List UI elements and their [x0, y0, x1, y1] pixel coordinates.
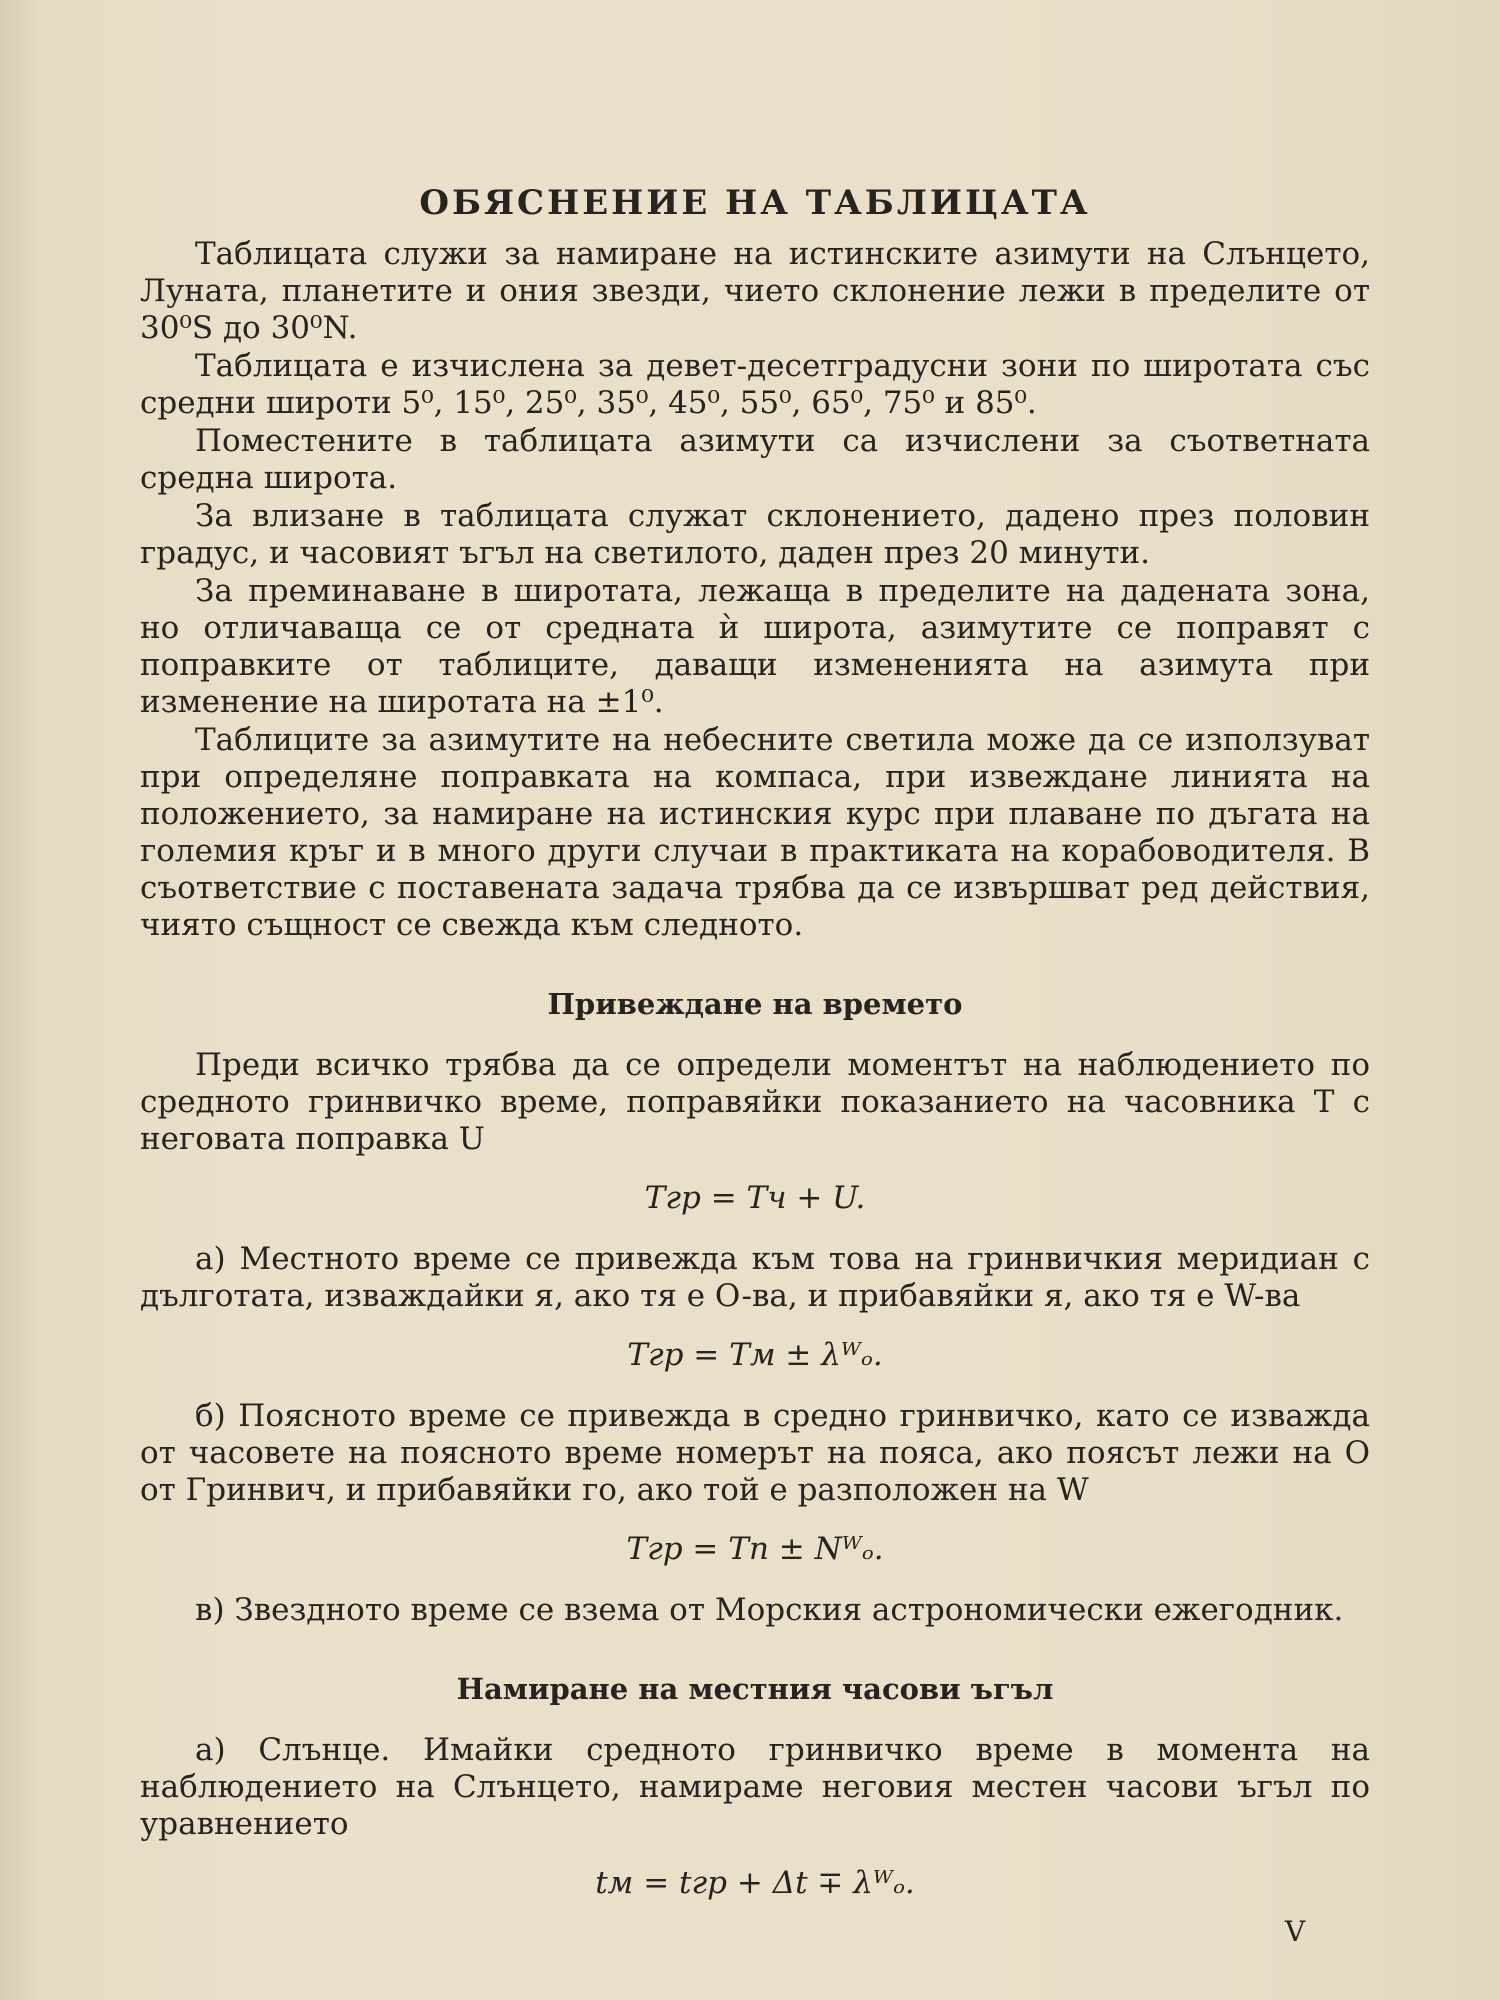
section-heading-time: Привеждане на времето: [547, 987, 963, 1021]
intro-paragraph-2: Таблицата е изчислена за девет-десетградусни зони по широтата със средни широти 5⁰, 15⁰, 25⁰, 35⁰, 45⁰, 55⁰, 65⁰, 75⁰ и 85⁰.: [140, 348, 1370, 421]
intro-paragraph-5: За преминаване в широтата, лежаща в пределите на дадената зона, но отличаваща се от средната ѝ широта, азимутите се поправят с поправките от таблиците, даващи измененията на азимута при изменение на широтата на ±1⁰.: [140, 573, 1370, 720]
formula-local-time: Tгр = Tм ± λᵂₒ.: [627, 1337, 883, 1373]
time-item-b: б) Поясното време се привежда в средно гринвичко, като се изважда от часовете на поясното време номерът на пояса, ако поясът лежи на O от Гринвич, и прибавяйки го, ако той е разположен на W: [140, 1398, 1370, 1508]
formula-greenwich-time: Tгр = Tч + U.: [644, 1180, 866, 1216]
intro-paragraph-3: Поместените в таблицата азимути са изчислени за съответната средна широта.: [140, 423, 1370, 496]
page-number: V: [1285, 1915, 1306, 1948]
section-heading-hour-angle: Намиране на местния часови ъгъл: [456, 1672, 1054, 1706]
intro-paragraph-1: Таблицата служи за намиране на истинските азимути на Слънцето, Луната, планетите и ония звезди, чието склонение лежи в пределите от 30⁰S до 30⁰N.: [140, 236, 1370, 346]
hour-angle-item-a: а) Слънце. Имайки средното гринвичко време в момента на наблюдението на Слънцето, намираме неговия местен часови ъгъл по уравнението: [140, 1732, 1370, 1842]
time-paragraph: Преди всичко трябва да се определи моментът на наблюдението по средното гринвичко време, поправяйки показанието на часовника T с неговата поправка U: [140, 1047, 1370, 1157]
formula-zone-time: Tгр = Tп ± Nᵂₒ.: [626, 1531, 884, 1567]
time-item-a: а) Местното време се привежда към това на гринвичкия меридиан с дълготата, изваждайки я, ако тя е O-ва, и прибавяйки я, ако тя е W-ва: [140, 1241, 1370, 1314]
intro-paragraph-4: За влизане в таблицата служат склонението, дадено през половин градус, и часовият ъгъл на светилото, даден през 20 минути.: [140, 498, 1370, 571]
formula-hour-angle: tм = tгр + Δt ∓ λᵂₒ.: [595, 1865, 915, 1901]
page-title: ОБЯСНЕНИЕ НА ТАБЛИЦАТА: [419, 183, 1091, 223]
intro-paragraph-6: Таблиците за азимутите на небесните светила може да се използуват при определяне поправката на компаса, при извеждане линията на положението, за намиране на истинския курс при плаване по дъгата на големия кръг и в много други случаи в практиката на корабоводителя. В съответствие с поставената задача трябва да се извършват ред действия, чиято същност се свежда към следното.: [140, 722, 1370, 943]
page-content: [140, 185, 1370, 1926]
time-item-c: в) Звездното време се взема от Морския астрономически ежегодник.: [195, 1592, 1344, 1628]
